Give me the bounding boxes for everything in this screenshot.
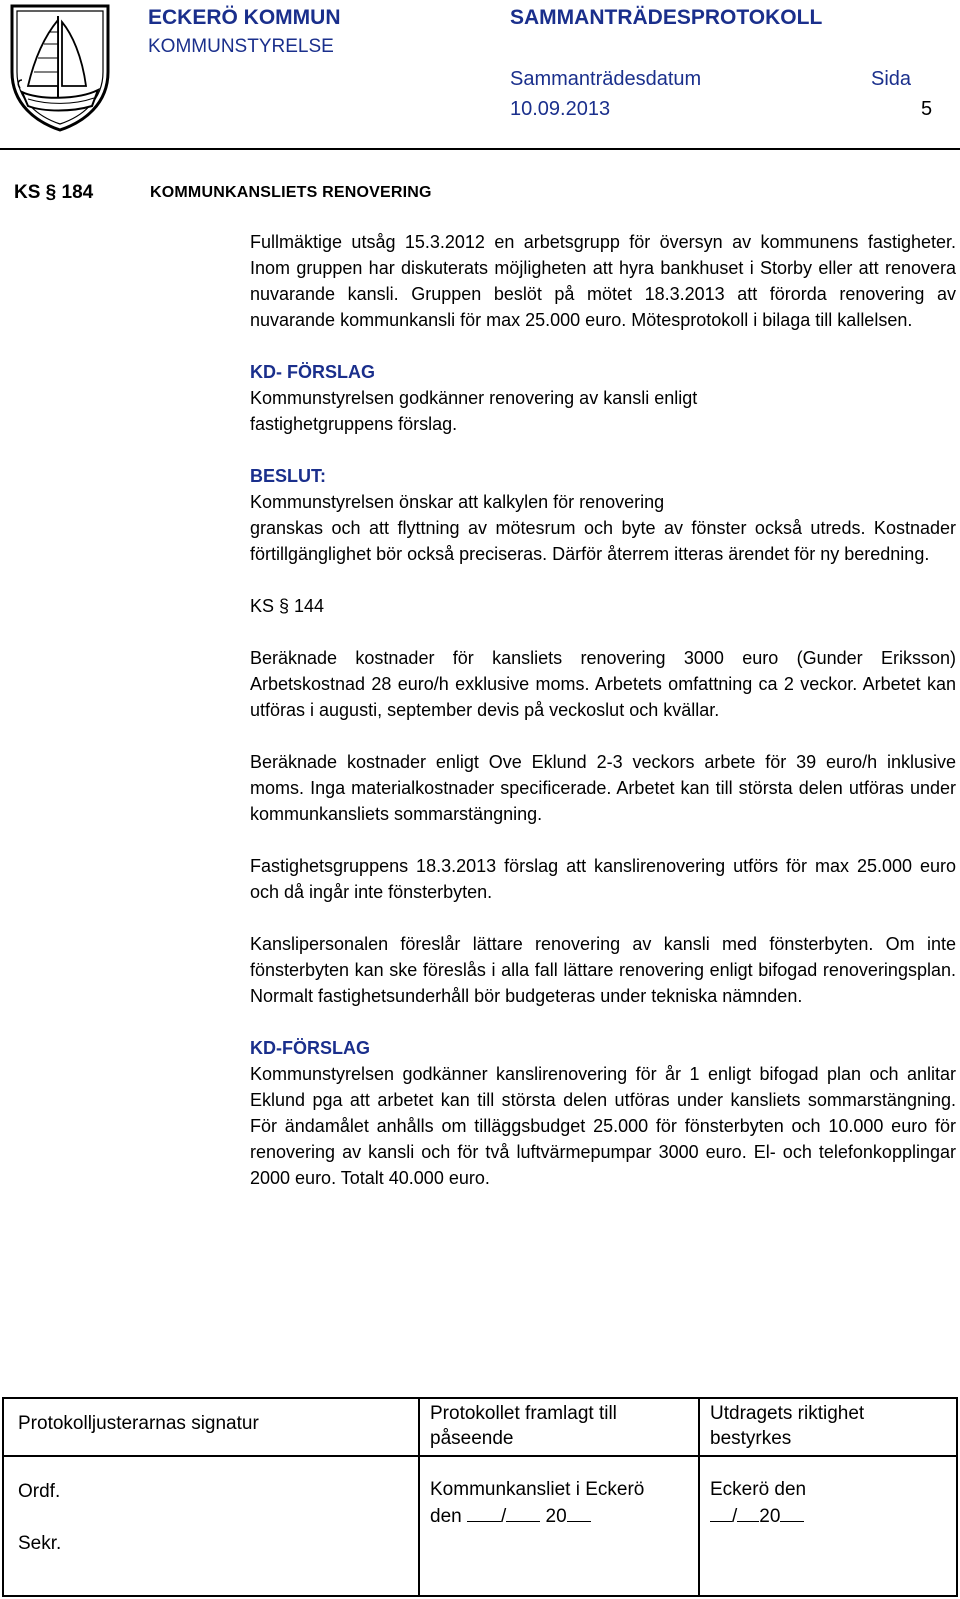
document-type: SAMMANTRÄDESPROTOKOLL	[510, 6, 823, 29]
signature-header: Protokolljusterarnas signatur	[18, 1413, 259, 1434]
inspection-date-line: den / 20	[430, 1503, 591, 1529]
section-title: KOMMUNKANSLIETS RENOVERING	[150, 184, 432, 201]
day-blank	[467, 1503, 501, 1522]
decision-heading: BESLUT:	[250, 466, 326, 486]
meeting-date-label: Sammanträdesdatum	[510, 68, 702, 90]
certification-date-line: / 20	[710, 1503, 804, 1529]
staff-proposal-paragraph: Kanslipersonalen föreslår lättare renovering av kansli med fönsterbyten. Om inte fönsterbyten kan ske föreslås i alla fall lättare renovering enligt bifogad renoveringsplan. Normalt fastighetsunderhåll bör budgeteras under tekniska nämnden.	[250, 934, 956, 1006]
table-divider	[418, 1399, 420, 1595]
chair-label: Ordf.	[18, 1481, 61, 1502]
header-divider	[0, 148, 960, 150]
month-blank	[506, 1503, 540, 1522]
secretary-label: Sekr.	[18, 1533, 62, 1554]
table-divider	[4, 1455, 956, 1457]
cost-estimate-paragraph-1: Beräknade kostnader för kansliets renovering 3000 euro (Gunder Eriksson) Arbetskostnad 28 euro/h exklusive moms. Arbetets omfattning ca 2 veckor. Arbetet kan utföras i augusti, september devis på veckoslut och kvällar.	[250, 648, 956, 720]
ks-reference: KS § 144	[250, 596, 325, 616]
day-blank	[710, 1503, 732, 1522]
section-number: KS § 184	[14, 182, 94, 203]
public-inspection-header: Protokollet framlagt till påseende	[430, 1403, 617, 1449]
decision-text-line1: Kommunstyrelsen önskar att kalkylen för renovering	[250, 492, 665, 512]
organization-name: ECKERÖ KOMMUN	[148, 6, 341, 29]
year-blank	[780, 1503, 804, 1522]
kd-proposal-heading-2: KD-FÖRSLAG	[250, 1038, 370, 1058]
page-label: Sida	[871, 68, 912, 90]
kd-proposal-heading: KD- FÖRSLAG	[250, 362, 375, 382]
page-number: 5	[921, 98, 933, 120]
intro-paragraph: Fullmäktige utsåg 15.3.2012 en arbetsgrupp för översyn av kommunens fastigheter. Inom gruppen har diskuterats möjligheten att hyra bankhuset i Storby eller att renovera nuvarande kansli. Gruppen beslöt på mötet 18.3.2013 att förorda renovering av nuvarande kommunkansli för max 25.000 euro. Mötesprotokoll i bilaga till kallelsen.	[250, 232, 956, 330]
meeting-date: 10.09.2013	[510, 98, 611, 120]
kd-proposal-text-2: Kommunstyrelsen godkänner kanslirenovering för år 1 enligt bifogad plan och anlitar Eklund pga att arbetet kan till största delen utföras under kansliets sommarstängning. För ändamålet anhålls om tilläggsbudget 25.000 för fönsterbyten och 10.000 euro för renovering av kansli och för två luftvärmepumpar 3000 euro. El- och telefonkopplingar 2000 euro. Totalt 40.000 euro.	[250, 1064, 956, 1188]
month-blank	[737, 1503, 759, 1522]
decision-text: granskas och att flyttning av mötesrum och byte av fönster också utreds. Kostnader förtillgänglighet bör också preciseras. Därför återrem itteras ärendet för ny beredning.	[250, 518, 956, 564]
certification-place-line: Eckerö den	[710, 1479, 807, 1500]
cost-estimate-paragraph-2: Beräknade kostnader enligt Ove Eklund 2-3 veckors arbete för 39 euro/h inklusive moms. Inga materialkostnader specificerade. Arbetet kan till största delen utföras under kommunkansliets sommarstängning.	[250, 752, 956, 824]
document-body	[250, 229, 956, 1191]
year-blank	[567, 1503, 591, 1522]
kd-proposal-text-line2: fastighetgruppens förslag.	[250, 414, 458, 434]
board-name: KOMMUNSTYRELSE	[148, 36, 334, 57]
property-group-paragraph: Fastighetsgruppens 18.3.2013 förslag att kanslirenovering utförs för max 25.000 euro och då ingår inte fönsterbyten.	[250, 856, 956, 902]
certification-header: Utdragets riktighet bestyrkes	[710, 1403, 865, 1449]
kd-proposal-text-line1: Kommunstyrelsen godkänner renovering av kansli enligt	[250, 388, 698, 408]
table-divider	[698, 1399, 700, 1595]
eckero-coat-of-arms-logo	[8, 2, 112, 134]
signature-table	[2, 1397, 958, 1597]
municipal-office-line: Kommunkansliet i Eckerö	[430, 1479, 645, 1500]
